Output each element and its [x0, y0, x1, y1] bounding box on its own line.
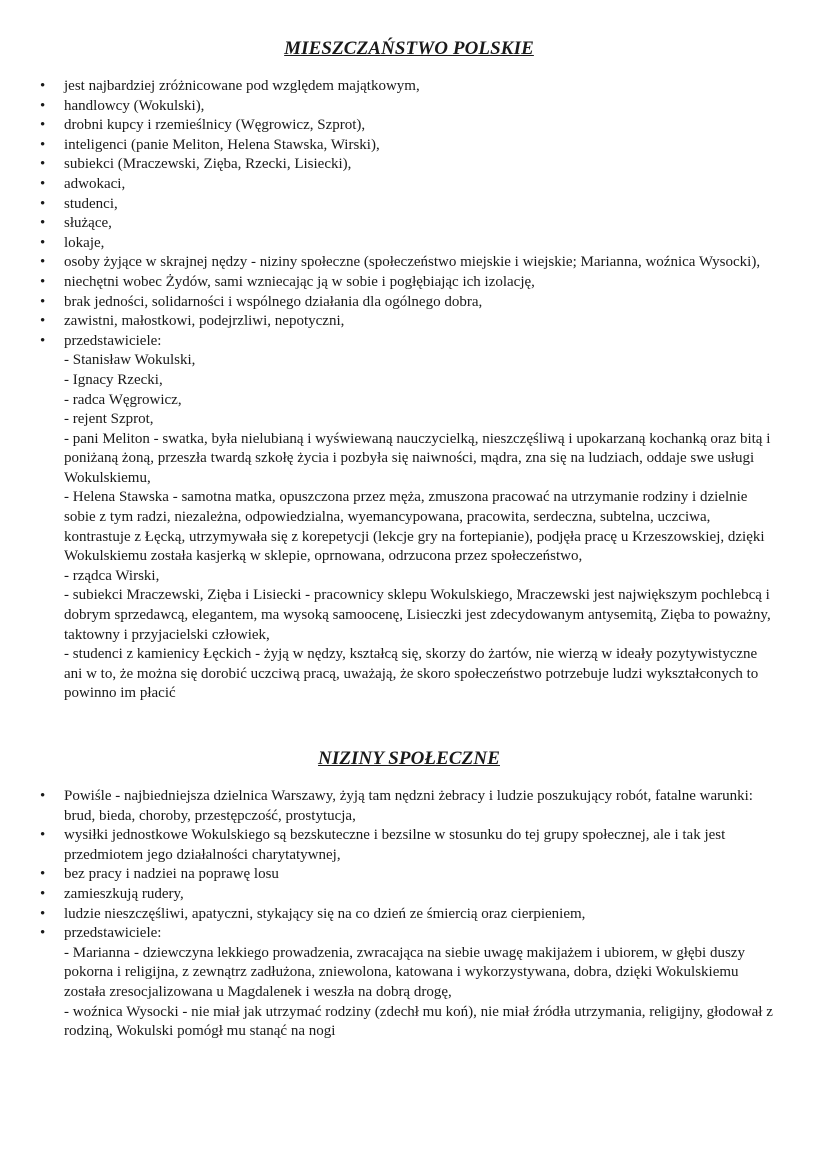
list-item: • inteligenci (panie Meliton, Helena Stawska, Wirski), — [40, 136, 778, 156]
list-item: • studenci, — [40, 195, 778, 215]
list-item: • drobni kupcy i rzemieślnicy (Węgrowicz, Szprot), — [40, 116, 778, 136]
list-item: • jest najbardziej zróżnicowane pod względem majątkowym, — [40, 77, 778, 97]
representative-entry: - Ignacy Rzecki, — [64, 371, 163, 388]
list-item: • bez pracy i nadziei na poprawę losu — [40, 865, 778, 885]
list-item-representatives — [40, 332, 778, 704]
representative-entry: - studenci z kamienicy Łęckich - żyją w nędzy, kształcą się, skorzy do żartów, nie wierzą w ideały pozytywistyczne ani w to, że można się dorobić uczciwą pracą, uważają, że skoro społeczeństwo potrzebuje ludzi wykształconych to powinno im płacić — [64, 646, 759, 702]
niziny-list — [40, 787, 778, 1042]
list-item: • lokaje, — [40, 234, 778, 254]
mieszczanstwo-list — [40, 77, 778, 704]
list-item: • niechętni wobec Żydów, sami wzniecając ją w sobie i pogłębiając ich izolację, — [40, 273, 778, 293]
list-item: • ludzie nieszczęśliwi, apatyczni, stykający się na co dzień ze śmiercią oraz cierpieniem, — [40, 905, 778, 925]
list-item: • osoby żyjące w skrajnej nędzy - niziny społeczne (społeczeństwo miejskie i wiejskie; Marianna, woźnica Wysocki), — [40, 253, 778, 273]
representative-entry: - pani Meliton - swatka, była nielubianą i wyświewaną nauczycielką, nieszczęśliwą i upokarzaną kochanką oraz bitą i poniżaną żoną, przeszła twardą szkołę życia i pozbyła się naiwności, mądra, zna się na ludziach, oddaje swe usługi Wokulskiemu, — [64, 430, 771, 486]
representative-entry: - subiekci Mraczewski, Zięba i Lisiecki - pracownicy sklepu Wokulskiego, Mraczewski jest największym pochlebcą i dobrym sprzedawcą, elegantem, ma wysoką samoocenę, Lisieczki jest zdecydowanym antysemitą, Zięba to poważny, taktowny i przyjacielski człowiek, — [64, 587, 771, 643]
list-item: • wysiłki jednostkowe Wokulskiego są bezskuteczne i bezsilne w stosunku do tej grupy społecznej, ale i tak jest przedmiotem jego działalności charytatywnej, — [40, 826, 778, 865]
section-title-niziny: NIZINY SPOŁECZNE — [318, 748, 500, 769]
representative-entry: - Marianna - dziewczyna lekkiego prowadzenia, zwracająca na siebie uwagę makijażem i ubiorem, w głębi duszy pokorna i religijna, z zewnątrz zadłużona, zniewolona, katowana i wykorzystywana, dobra, dzięki Wokulskiemu została zresocjalizowana u Magdalenek i weszła na dobrą drogę, — [64, 944, 745, 1000]
list-item: • brak jedności, solidarności i wspólnego działania dla ogólnego dobra, — [40, 293, 778, 313]
list-item: • zamieszkują rudery, — [40, 885, 778, 905]
list-item: • adwokaci, — [40, 175, 778, 195]
representatives-label: • przedstawiciele: — [64, 332, 162, 349]
list-item: • handlowcy (Wokulski), — [40, 97, 778, 117]
list-item-representatives — [40, 924, 778, 1042]
representative-entry: - woźnica Wysocki - nie miał jak utrzymać rodziny (zdechł mu koń), nie miał źródła utrzymania, religijny, głodował z rodziną, Wokulski pomógł mu stanąć na nogi — [64, 1003, 773, 1040]
representative-entry: - rejent Szprot, — [64, 411, 154, 428]
list-item: • subiekci (Mraczewski, Zięba, Rzecki, Lisiecki), — [40, 155, 778, 175]
representative-entry: - Stanisław Wokulski, — [64, 352, 196, 369]
section-title-mieszczanstwo: MIESZCZAŃSTWO POLSKIE — [284, 38, 534, 59]
representatives-label: • przedstawiciele: — [64, 925, 162, 942]
representative-entry: - rządca Wirski, — [64, 567, 160, 584]
representative-entry: - Helena Stawska - samotna matka, opuszczona przez męża, zmuszona pracować na utrzymanie rodziny i dzielnie sobie z tym radzi, niezależna, odpowiedzialna, wyemancypowana, pracowita, serdeczna, subtelna, uczciwa, kontrastuje z Łęcką, utrzymywała się z korepetycji (lekcje gry na fortepianie), podjęła pracę u Krzeszowskiej, dzięki Wokulskiemu została kasjerką w sklepie, oprnowana, odrzucona przez społeczeństwo, — [64, 489, 765, 565]
list-item: • zawistni, małostkowi, podejrzliwi, nepotyczni, — [40, 312, 778, 332]
representative-entry: - radca Węgrowicz, — [64, 391, 182, 408]
list-item: • służące, — [40, 214, 778, 234]
list-item: • Powiśle - najbiedniejsza dzielnica Warszawy, żyją tam nędzni żebracy i ludzie poszukujący robót, fatalne warunki: brud, bieda, choroby, przestępczość, prostytucja, — [40, 787, 778, 826]
